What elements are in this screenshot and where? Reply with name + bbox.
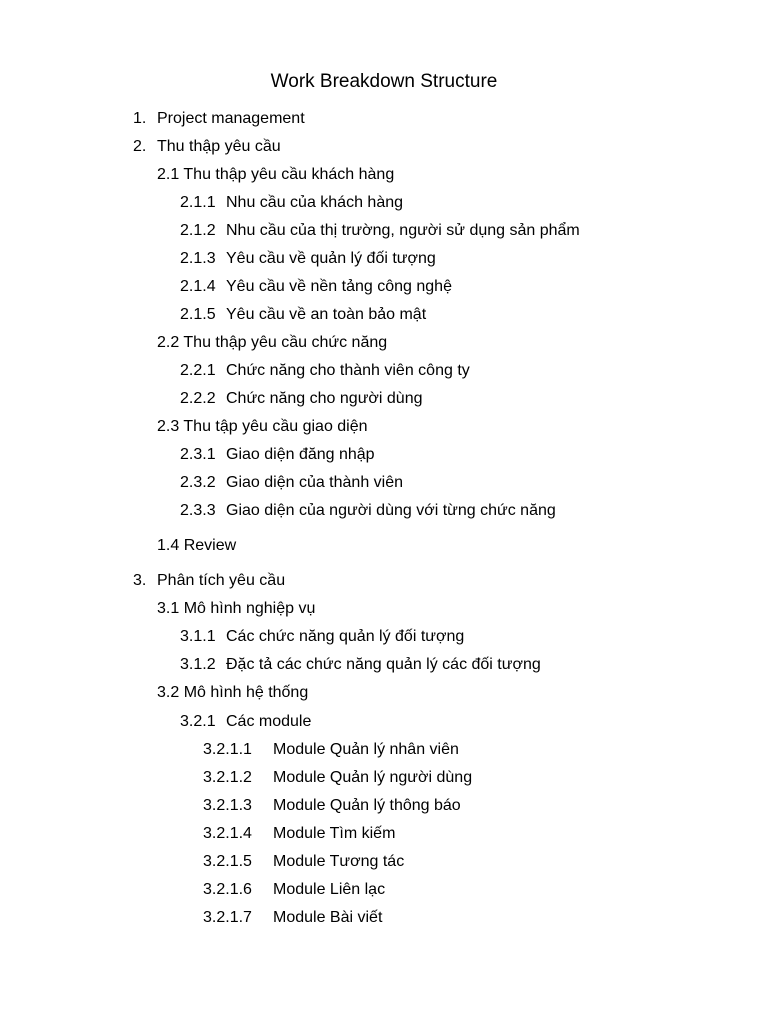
item-text: Đặc tả các chức năng quản lý các đối tượng [226,656,541,673]
list-item [157,681,308,705]
item-number: 3.2.1 [180,713,216,730]
item-number: 1. [133,110,147,127]
item-number: 2.1.2 [180,222,216,239]
item-number: 2.1.1 [180,194,216,211]
item-text: Module Tìm kiếm [273,825,396,842]
item-text: 2.2 Thu thập yêu cầu chức năng [157,334,388,351]
item-number: 2. [133,138,147,155]
list-item [157,415,368,439]
item-number: 3.1.1 [180,628,216,645]
item-text: Phân tích yêu cầu [157,572,286,589]
item-number: 2.1.4 [180,278,216,295]
item-text: Chức năng cho thành viên công ty [226,362,470,379]
list-item [157,597,315,621]
item-text: Nhu cầu của khách hàng [226,194,404,211]
item-number: 3.2.1.7 [203,909,252,926]
item-text: Thu thập yêu cầu [157,138,281,155]
item-text: Module Tương tác [273,853,405,870]
item-text: Yêu cầu về an toàn bảo mật [226,306,427,323]
item-text: Giao diện của người dùng với từng chức năng [226,502,556,519]
item-text: Nhu cầu của thị trường, người sử dụng sản phẩm [226,222,580,239]
item-text: Module Quản lý nhân viên [273,741,459,758]
item-text: Yêu cầu về nền tảng công nghệ [226,278,452,295]
item-text: Các module [226,713,312,730]
item-text: Module Quản lý người dùng [273,769,473,786]
item-text: 3.2 Mô hình hệ thống [157,684,309,701]
item-number: 2.3.3 [180,502,216,519]
item-text: 2.1 Thu thập yêu cầu khách hàng [157,166,395,183]
item-text: 1.4 Review [157,537,237,554]
list-item [157,163,394,187]
item-text: Các chức năng quản lý đối tượng [226,628,465,645]
item-number: 3.2.1.4 [203,825,252,842]
item-text: 3.1 Mô hình nghiệp vụ [157,600,316,617]
item-number: 3.2.1.5 [203,853,252,870]
item-text: Chức năng cho người dùng [226,390,423,407]
item-text: Giao diện đăng nhập [226,446,375,463]
document-title: Work Breakdown Structure [270,71,498,92]
item-text: Giao diện của thành viên [226,474,404,491]
item-number: 3.2.1.6 [203,881,252,898]
item-number: 3.2.1.1 [203,741,252,758]
item-text: Module Liên lạc [273,881,386,898]
item-number: 3. [133,572,147,589]
item-number: 2.1.5 [180,306,216,323]
item-number: 2.1.3 [180,250,216,267]
item-number: 3.2.1.2 [203,769,252,786]
item-text: Module Bài viết [273,909,383,926]
item-number: 2.2.2 [180,390,216,407]
item-number: 3.2.1.3 [203,797,252,814]
item-number: 2.3.1 [180,446,216,463]
item-number: 3.1.2 [180,656,216,673]
item-number: 2.2.1 [180,362,216,379]
list-item [157,534,236,558]
item-text: Module Quản lý thông báo [273,797,461,814]
list-item [157,331,387,355]
item-text: Project management [157,110,305,127]
item-number: 2.3.2 [180,474,216,491]
item-text: Yêu cầu về quản lý đối tượng [226,250,436,267]
item-text: 2.3 Thu tập yêu cầu giao diện [157,418,368,435]
